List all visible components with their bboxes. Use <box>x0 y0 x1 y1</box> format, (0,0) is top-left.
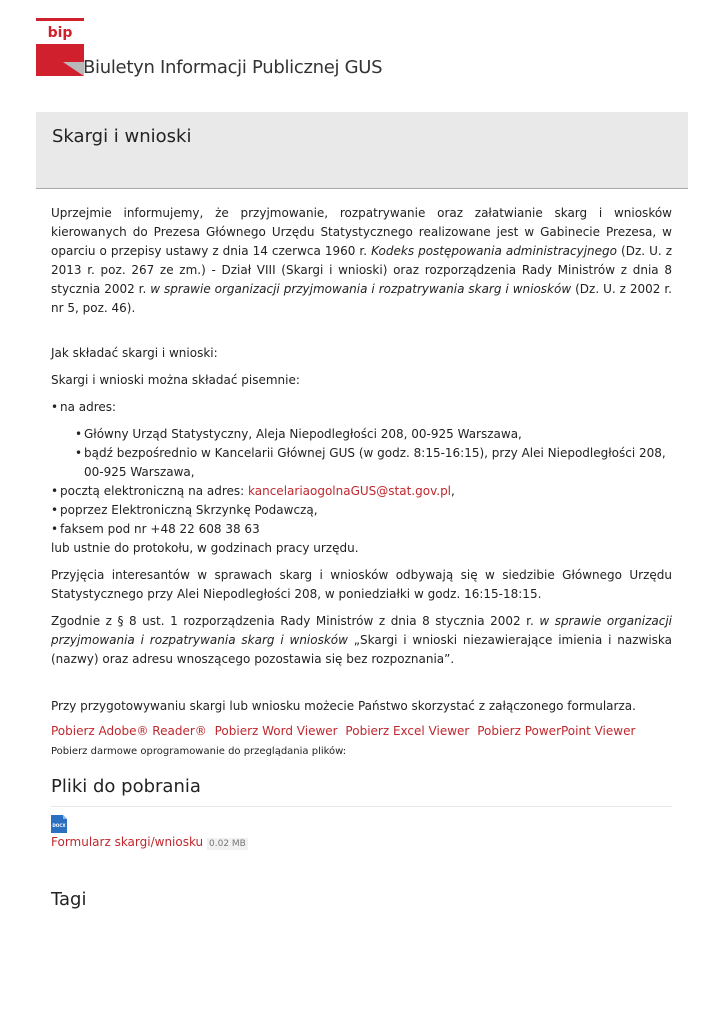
intro-text-1: Uprzejmie informujemy, że przyjmowanie, rozpatrywanie oraz załatwianie skarg i wniosków kierowanych do Prezesa Głównego Urzędu Statystycznego realizowane jest w Gabinecie Prezesa, w oparciu o przepisy ustawy z dnia 14 czerwca 1960 r. <box>51 206 672 258</box>
address-item: • Główny Urząd Statystyczny, Aleja Niepodległości 208, 00-925 Warszawa, <box>75 425 672 444</box>
email-item <box>51 482 672 501</box>
file-download-link[interactable]: Formularz skargi/wniosku <box>51 835 204 849</box>
bip-logo[interactable] <box>36 18 84 76</box>
form-note: Przy przygotowywaniu skargi lub wniosku możecie Państwo skorzystać z załączonego formularza. <box>51 699 636 713</box>
download-links-row <box>51 722 672 761</box>
files-heading: Pliki do pobrania <box>51 776 201 797</box>
regulation-paragraph <box>51 612 672 669</box>
reception-paragraph: Przyjęcia interesantów w sprawach skarg i wniosków odbywają się w siedzibie Głównego Urzędu Statystycznego przy Alei Niepodległości 208, w poniedziałki w godz. 16:15-18:15. <box>51 568 672 601</box>
email-prefix: pocztą elektroniczną na adres: <box>60 484 249 498</box>
intro-regulation-title: w sprawie organizacji przyjmowania i rozpatrywania skarg i wniosków <box>150 282 572 296</box>
docx-file-icon[interactable] <box>51 815 67 833</box>
intro-text-3: (Dz. U. z 2002 r. nr 5, poz. 46). <box>51 282 672 315</box>
page-title: Skargi i wnioski <box>52 126 192 147</box>
email-suffix: , <box>451 484 455 498</box>
written-label: Skargi i wnioski można składać pisemnie: <box>51 373 300 387</box>
fax-item: • faksem pod nr +48 22 608 38 63 <box>51 520 672 539</box>
docx-icon-label: DOCX <box>52 823 66 828</box>
download-word-viewer-link[interactable]: Pobierz Word Viewer <box>214 724 338 738</box>
download-adobe-reader-link[interactable]: Pobierz Adobe® Reader® <box>51 724 207 738</box>
regulation-text-1: Zgodnie z § 8 ust. 1 rozporządzenia Rady Ministrów z dnia 8 stycznia 2002 r. <box>51 614 540 628</box>
intro-paragraph <box>51 204 672 318</box>
download-note: Pobierz darmowe oprogramowanie do przeglądania plików: <box>51 746 347 757</box>
logo-red-block <box>36 44 84 62</box>
email-link[interactable]: kancelariaogolnaGUS@stat.gov.pl <box>248 484 452 498</box>
oral-note: lub ustnie do protokołu, w godzinach pracy urzędu. <box>51 541 359 555</box>
intro-text-2: (Dz. U. z 2013 r. poz. 267 ze zm.) - Dział VIII (Skargi i wnioski) oraz rozporządzenia Rady Ministrów z dnia 8 stycznia 2002 r. <box>51 244 672 296</box>
logo-text: bip <box>47 25 73 41</box>
epuap-item: • poprzez Elektroniczną Skrzynkę Podawczą, <box>51 501 672 520</box>
address-item: • bądź bezpośrednio w Kancelarii Głównej GUS (w godz. 8:15-16:15), przy Alei Niepodległości 208, 00-925 Warszawa, <box>75 444 672 482</box>
download-excel-viewer-link[interactable]: Pobierz Excel Viewer <box>345 724 470 738</box>
regulation-title: w sprawie organizacji przyjmowania i rozpatrywania skarg i wniosków <box>51 614 673 647</box>
tags-heading: Tagi <box>51 889 87 910</box>
main-content <box>51 204 672 909</box>
download-powerpoint-viewer-link[interactable]: Pobierz PowerPoint Viewer <box>477 724 636 738</box>
address-section <box>51 398 672 482</box>
files-divider <box>51 806 672 807</box>
how-question: Jak składać skargi i wnioski: <box>51 346 218 360</box>
site-title[interactable]: Biuletyn Informacji Publicznej GUS <box>83 57 383 78</box>
address-list <box>51 425 672 482</box>
logo-red-bar <box>36 18 84 21</box>
intro-kpa-title: Kodeks postępowania administracyjnego <box>371 244 617 258</box>
file-size-badge: 0.02 MB <box>209 839 246 849</box>
page-title-band <box>36 112 688 189</box>
address-label: • na adres: <box>51 398 672 417</box>
regulation-text-2: „Skargi i wnioski niezawierające imienia i nazwiska (nazwy) oraz adresu wnoszącego pozostawia się bez rozpoznania”. <box>51 633 673 666</box>
file-item <box>51 815 672 854</box>
